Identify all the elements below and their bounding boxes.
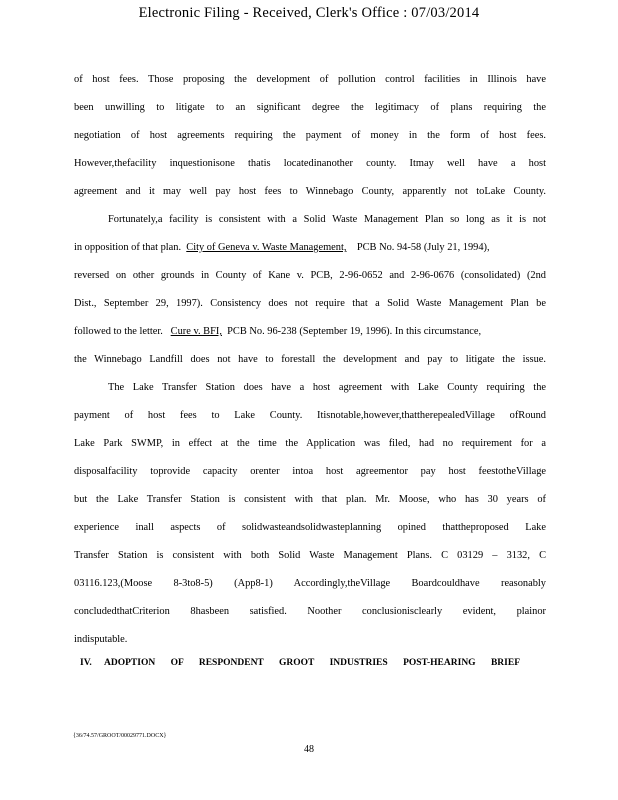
case-citation: City of Geneva v. Waste Management, [186, 242, 347, 253]
body-line: Dist., September 29, 1997). Consistency does not require that a Solid Waste Management Plan be [74, 298, 546, 309]
body-line: negotiation of host agreements requiring the payment of money in the form of host fees. [74, 130, 546, 141]
body-text: in opposition of that plan. [74, 242, 182, 253]
filing-header: Electronic Filing - Received, Clerk's Office : 07/03/2014 [138, 5, 480, 21]
page-number: 48 [304, 744, 314, 755]
body-line: agreement and it may well pay host fees to Winnebago County, apparently not toLake County. [74, 186, 546, 197]
body-line: reversed on other grounds in County of Kane v. PCB, 2-96-0652 and 2-96-0676 (consolidated) (2nd [74, 270, 546, 281]
body-line: indisputable. [74, 634, 128, 645]
section-title: ADOPTION OF RESPONDENT GROOT INDUSTRIES POST-HEARING BRIEF [104, 658, 520, 668]
body-line: payment of host fees to Lake County. Itisnotable,however,thattherepealedVillage ofRound [74, 410, 546, 421]
body-line: The Lake Transfer Station does have a host agreement with Lake County requiring the [108, 382, 546, 393]
body-text: PCB No. 96-238 (September 19, 1996). In this circumstance, [227, 326, 482, 337]
body-line: 03116.123,(Moose 8-3to8-5) (App8-1) Accordingly,theVillage Boardcouldhave reasonably [74, 578, 546, 589]
body-line: Lake Park SWMP, in effect at the time the Application was filed, had no requirement for a [74, 438, 546, 449]
case-citation: Cure v. BFI, [170, 326, 222, 337]
body-line: concludedthatCriterion 8hasbeen satisfied. Noother conclusionisclearly evident, plainor [74, 606, 546, 617]
body-text: PCB No. 94-58 (July 21, 1994), [356, 242, 490, 253]
body-text: followed to the letter. [74, 326, 163, 337]
document-reference: {36/74.57/GROOT/00029771.DOCX} [73, 733, 167, 739]
body-line: the Winnebago Landfill does not have to forestall the development and pay to litigate the issue. [74, 354, 546, 365]
body-line: However,thefacility inquestionisone thatis locatedinanother county. Itmay well have a host [74, 158, 546, 169]
body-line: experience inall aspects of solidwasteandsolidwasteplanning opined thattheproposed Lake [74, 522, 546, 533]
body-line: Transfer Station is consistent with both Solid Waste Management Plans. C 03129 – 3132, C [74, 550, 546, 561]
section-number: IV. [80, 658, 92, 668]
body-line: but the Lake Transfer Station is consistent with that plan. Mr. Moose, who has 30 years of [74, 494, 546, 505]
body-line: Fortunately,a facility is consistent with a Solid Waste Management Plan so long as it is not [108, 214, 546, 225]
body-line-citation [74, 325, 546, 338]
body-line-citation [74, 241, 546, 254]
body-line: disposalfacility toprovide capacity orenter intoa host agreementor pay host feestotheVillage [74, 466, 546, 477]
body-line: of host fees. Those proposing the development of pollution control facilities in Illinois have [74, 74, 546, 85]
body-line: been unwilling to litigate to an significant degree the legitimacy of plans requiring the [74, 102, 546, 113]
